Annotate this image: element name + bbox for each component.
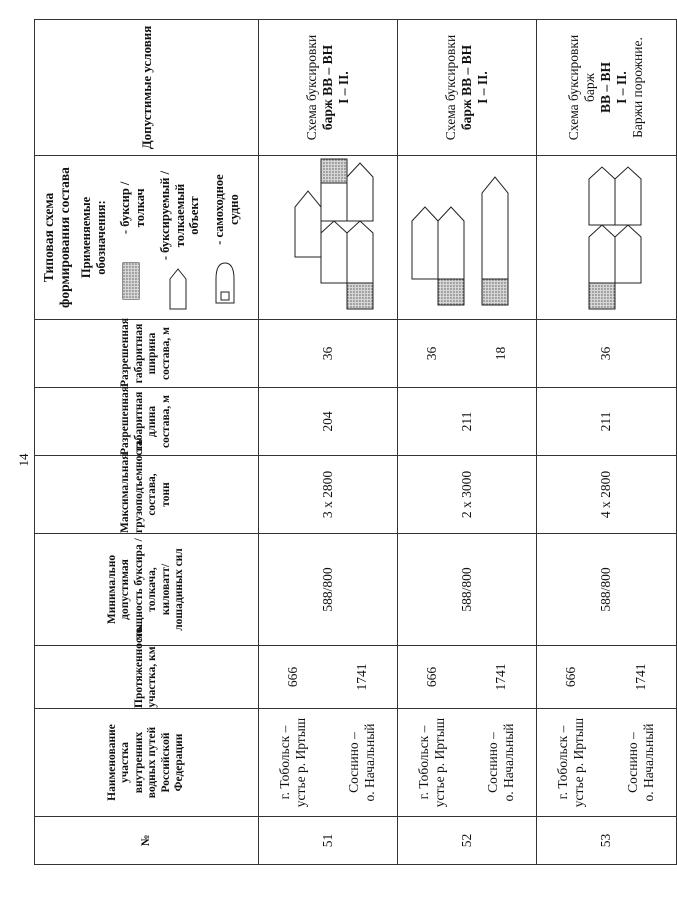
convoy-scheme-diagram bbox=[263, 158, 393, 318]
min-power: 588/800 bbox=[258, 534, 397, 646]
header-name: Наименование участка внутренних водных путей Российской Федерации bbox=[35, 709, 259, 817]
legend-title: Применяемые обозначения: bbox=[78, 196, 108, 279]
table-row bbox=[397, 20, 536, 865]
conditions: Схема буксировки барж ВВ – ВН I – II. bbox=[397, 20, 536, 156]
header-dim-length: Разрешенная габаритная длина состава, м bbox=[35, 388, 259, 456]
row-number: 52 bbox=[397, 817, 536, 865]
self-propelled-vessel-icon bbox=[214, 261, 236, 305]
conditions: Схема буксировки барж ВВ – ВН I – II. Баржи порожние. bbox=[536, 20, 676, 156]
row-number: 51 bbox=[258, 817, 397, 865]
max-capacity: 4 x 2800 bbox=[536, 456, 676, 534]
convoy-table bbox=[34, 19, 677, 865]
rotated-table-container bbox=[34, 20, 656, 865]
header-capacity: Максимальная грузоподъемность состава, тонн bbox=[35, 456, 259, 534]
legend-tug: - буксир / толкач bbox=[118, 164, 148, 311]
header-conditions: Допустимые условия bbox=[35, 20, 259, 156]
convoy-scheme bbox=[536, 156, 676, 320]
conditions: Схема буксировки барж ВВ – ВН I – II. bbox=[258, 20, 397, 156]
section-name: г. Тобольск – устье р. Иртыш Соснино – о. Начальный bbox=[258, 709, 397, 817]
convoy-scheme bbox=[258, 156, 397, 320]
max-capacity: 2 x 3000 bbox=[397, 456, 536, 534]
allowed-width: 36 bbox=[536, 320, 676, 388]
row-number: 53 bbox=[536, 817, 676, 865]
allowed-width: 36 bbox=[258, 320, 397, 388]
table-row bbox=[258, 20, 397, 865]
tug-icon bbox=[120, 261, 142, 301]
legend-vessel: - самоходное судно bbox=[212, 164, 242, 311]
allowed-length: 211 bbox=[397, 388, 536, 456]
legend-barge: - буксируемый / толкаемый объект bbox=[158, 164, 202, 311]
allowed-width: 36 18 bbox=[397, 320, 536, 388]
allowed-length: 211 bbox=[536, 388, 676, 456]
section-length: 666 1741 bbox=[258, 646, 397, 709]
section-length: 666 1741 bbox=[536, 646, 676, 709]
max-capacity: 3 x 2800 bbox=[258, 456, 397, 534]
header-num: № bbox=[35, 817, 259, 865]
allowed-length: 204 bbox=[258, 388, 397, 456]
convoy-scheme-diagram bbox=[541, 158, 671, 318]
header-power: Минимально допустимая мощность буксира / толкача, киловатт/лошадиных сил bbox=[35, 534, 259, 646]
section-length: 666 1741 bbox=[397, 646, 536, 709]
table-row bbox=[536, 20, 676, 865]
page-number: 14 bbox=[16, 453, 31, 467]
barge-icon bbox=[167, 267, 189, 311]
section-name: г. Тобольск – устье р. Иртыш Соснино – о. Начальный bbox=[536, 709, 676, 817]
section-name: г. Тобольск – устье р. Иртыш Соснино – о. Начальный bbox=[397, 709, 536, 817]
header-dim-width: Разрешенная габаритная ширина состава, м bbox=[35, 320, 259, 388]
header-length: Протяженность участка, км bbox=[35, 646, 259, 709]
min-power: 588/800 bbox=[536, 534, 676, 646]
header-scheme bbox=[35, 156, 259, 320]
scheme-title: Типовая схема формирования состава bbox=[41, 167, 72, 308]
header-row bbox=[35, 20, 259, 865]
convoy-scheme-diagram bbox=[402, 158, 532, 318]
convoy-scheme bbox=[397, 156, 536, 320]
min-power: 588/800 bbox=[397, 534, 536, 646]
